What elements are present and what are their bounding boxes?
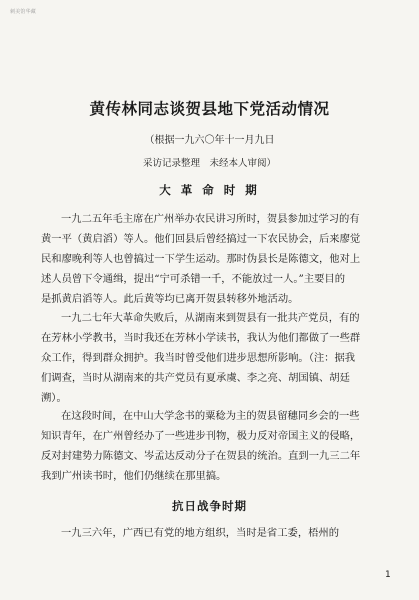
- text-line: 一九二七年大革命失败后，从湖南来到贺县有一批共产党员，有的: [61, 312, 360, 324]
- document-title: 黄传林同志谈贺县地下党活动情况: [89, 99, 330, 118]
- text-line: 我到广州读书时，他们仍继续在那里搞。: [41, 470, 227, 482]
- text-line: 是抓黄启滔等人。此后黄等均已离开贺县转移外地活动。: [41, 293, 299, 305]
- source-line: （根据一九六〇年十一月九日: [144, 135, 275, 146]
- paragraph: [41, 406, 399, 486]
- text-line: 一九三六年，广西已有党的地方组织，当时是省工委，梧州的: [61, 527, 340, 539]
- paragraph: [41, 523, 399, 543]
- text-line: 在这段时间，在中山大学念书的粟稔为主的贺县留穗同乡会的一些: [61, 410, 360, 422]
- paragraph: [41, 209, 399, 309]
- note-line: 采访记录整理 未经本人审阅）: [142, 158, 276, 169]
- section-heading-anti-japanese-war: 抗日战争时期: [172, 499, 247, 513]
- text-line: 反对封建势力陈德文、岑孟达反动分子在贺县的统治。直到一九三二年: [41, 450, 361, 462]
- text-line: 一九二五年毛主席在广州举办农民讲习所时，贺县参加过学习的有: [61, 213, 360, 225]
- text-line: 黄一平（黄启滔）等人。他们回县后曾经搞过一下农民协会，后来廖觉: [41, 233, 361, 245]
- text-line: 在芳林小学教书，当时我还在芳林小学读书，我认为他们都做了一些群: [41, 332, 361, 344]
- text-line: 知识青年，在广州曾经办了一些进步刊物，极力反对帝国主义的侵略，: [41, 430, 361, 442]
- paragraph: [41, 308, 399, 408]
- text-line: 溯）。: [41, 392, 67, 404]
- text-line: 民和廖晚利等人也曾搞过一下学生运动。那时伪县长是陈德文，他对上: [41, 253, 361, 265]
- text-line: 众工作，得到群众拥护。我当时曾受他们进步思想所影响。（注：据我: [41, 352, 356, 364]
- text-line: 们调查，当时从湖南来的共产党员有夏承虞、李之亮、胡国镇、胡廷: [41, 372, 350, 384]
- watermark-text: 刺美馆华藏: [10, 9, 37, 15]
- text-line: 述人员曾下令通缉，提出“宁可杀错一千，不能放过一人。”主要目的: [41, 273, 345, 285]
- page-number: 1: [385, 570, 391, 580]
- section-heading-great-revolution: 大 革 命 时 期: [159, 183, 260, 197]
